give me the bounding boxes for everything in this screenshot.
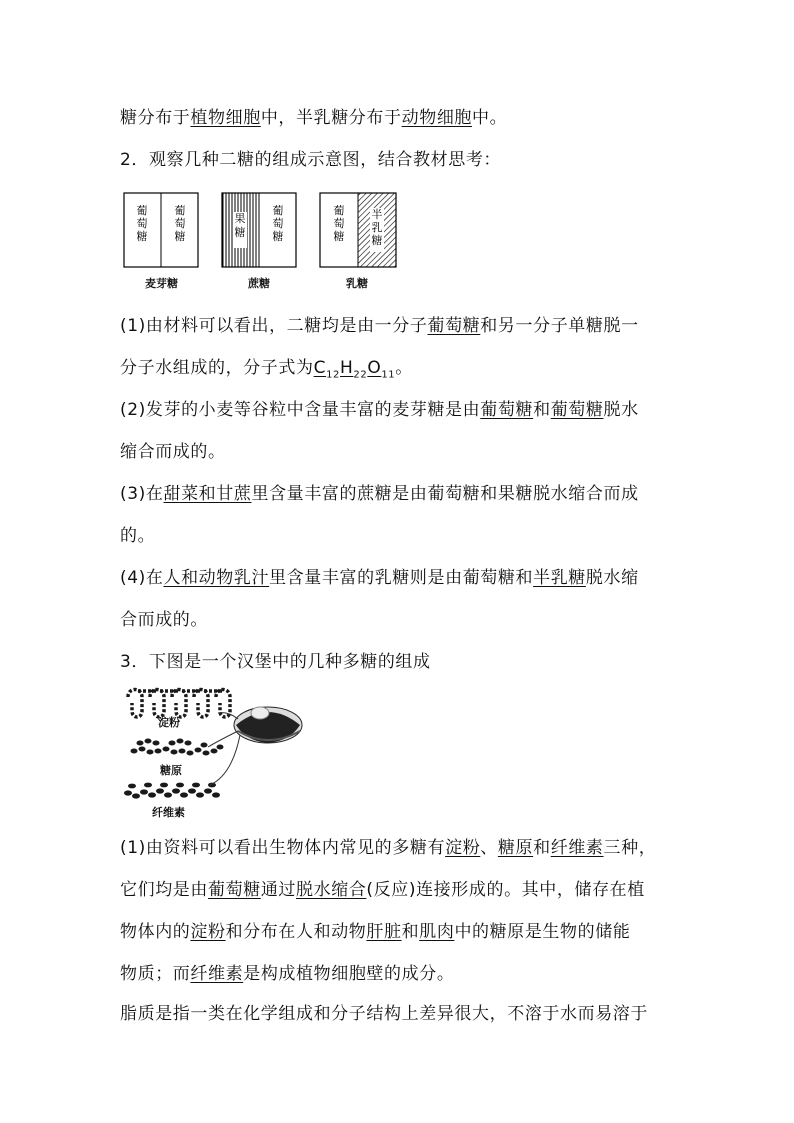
text: 脂质是指一类在化学组成和分子结构上差异很大，不溶于水而易溶于 — [120, 1004, 648, 1024]
answer-blank: 植物细胞 — [190, 108, 261, 128]
formula-h-count: 22 — [353, 369, 368, 381]
text: 和 — [533, 400, 551, 420]
text: 和 — [533, 838, 551, 858]
text: 和分布在人和动物 — [225, 922, 367, 942]
text: (2)发芽的小麦等谷粒中含量丰富的麦芽糖是由 — [120, 400, 481, 420]
text: 分子水组成的，分子式为 — [120, 358, 314, 378]
polysaccharide-diagram — [120, 685, 310, 820]
formula-h: H — [340, 358, 354, 378]
text-line-16 — [120, 1002, 648, 1026]
text: 是构成植物细胞壁的成分。 — [243, 964, 455, 984]
text: 合而成的。 — [120, 610, 208, 630]
sucrose-caption: 蔗糖 — [248, 277, 270, 290]
answer-blank: 葡萄糖 — [480, 400, 534, 420]
text: 三种， — [603, 838, 657, 858]
text: 、 — [480, 838, 498, 858]
text-line-11 — [120, 650, 431, 674]
lactose-box — [320, 193, 396, 267]
question-heading: 3．下图是一个汉堡中的几种多糖的组成 — [120, 652, 431, 672]
answer-blank: 糖原 — [497, 838, 534, 858]
text: 中的糖原是生物的储能 — [454, 922, 631, 942]
formula-c: C — [313, 358, 327, 378]
text: (反应)连接形成的。其中，储存在植 — [366, 880, 645, 900]
text: 里含量丰富的蔗糖是由葡萄糖和果糖脱水缩合而成 — [251, 484, 639, 504]
text-line-15 — [120, 962, 454, 986]
sucrose-left-label: 果糖 — [234, 212, 246, 239]
answer-blank: 淀粉 — [190, 922, 226, 942]
text-line-14 — [120, 920, 630, 944]
answer-blank: 动物细胞 — [401, 108, 473, 128]
answer-blank: 甜菜和甘蔗 — [163, 484, 252, 504]
text: 的。 — [120, 526, 156, 546]
formula-o-count: 11 — [381, 369, 396, 381]
text: 里含量丰富的乳糖则是由葡萄糖和 — [269, 568, 534, 588]
answer-blank: 葡萄糖 — [208, 880, 261, 900]
text: (1)由资料可以看出生物体内常见的多糖有 — [120, 838, 446, 858]
text-line-5 — [120, 398, 639, 422]
starch-label: 淀粉 — [158, 716, 180, 729]
maltose-left-label: 葡萄糖 — [136, 204, 148, 243]
text-line-8 — [120, 524, 155, 548]
text: 脱水 — [603, 400, 639, 420]
text-line-10 — [120, 608, 208, 632]
text: (3)在 — [120, 484, 164, 504]
text-line-6 — [120, 440, 226, 464]
text: 中。 — [472, 108, 508, 128]
text: 糖分布于 — [120, 108, 191, 128]
answer-blank: 葡萄糖 — [550, 400, 604, 420]
answer-blank: 肝脏 — [366, 922, 402, 942]
answer-blank: 纤维素 — [190, 964, 244, 984]
maltose-caption: 麦芽糖 — [145, 277, 178, 290]
molecular-formula — [313, 358, 396, 381]
formula-o: O — [367, 358, 382, 378]
maltose-right-label: 葡萄糖 — [174, 204, 186, 243]
text-line-13 — [120, 878, 645, 902]
cellulose-label: 纤维素 — [152, 806, 185, 819]
answer-blank: 人和动物乳汁 — [163, 568, 270, 588]
text: (1)由材料可以看出，二糖均是由一分子 — [120, 316, 428, 336]
text-line-3 — [120, 314, 639, 338]
answer-blank: 淀粉 — [445, 838, 481, 858]
sucrose-right-label: 葡萄糖 — [272, 204, 284, 243]
answer-blank: 半乳糖 — [533, 568, 586, 588]
text: 物质；而 — [120, 964, 191, 984]
answer-blank: 肌肉 — [419, 922, 455, 942]
text-line-9 — [120, 566, 639, 590]
text: 它们均是由 — [120, 880, 208, 900]
text: 。 — [395, 358, 413, 378]
sucrose-box — [222, 193, 296, 267]
text: 中，半乳糖分布于 — [260, 108, 402, 128]
lactose-right-label: 半乳糖 — [371, 208, 383, 247]
cellulose-chain-icon — [124, 783, 220, 799]
glycogen-label: 糖原 — [160, 764, 182, 777]
answer-blank: 纤维素 — [550, 838, 604, 858]
text: 通过 — [260, 880, 297, 900]
lactose-caption: 乳糖 — [346, 277, 368, 290]
question-heading: 2．观察几种二糖的组成示意图，结合教材思考： — [120, 150, 502, 170]
text: 缩合而成的。 — [120, 442, 226, 462]
text: 和 — [401, 922, 420, 942]
answer-blank: 脱水缩合 — [296, 880, 367, 900]
text-line-4 — [120, 356, 413, 387]
answer-blank: 葡萄糖 — [427, 316, 481, 336]
text-line-1 — [120, 106, 507, 130]
text: 物体内的 — [120, 922, 191, 942]
glycogen-chain-icon — [131, 739, 224, 756]
lactose-left-label: 葡萄糖 — [333, 204, 345, 243]
text-line-12 — [120, 836, 656, 860]
starch-chain-icon — [128, 690, 230, 718]
text-line-2 — [120, 148, 501, 172]
hamburger-icon — [234, 707, 302, 743]
maltose-box — [124, 193, 198, 267]
text: (4)在 — [120, 568, 164, 588]
formula-c-count: 12 — [326, 369, 341, 381]
text: 和另一分子单糖脱一 — [480, 316, 639, 336]
text: 脱水缩 — [585, 568, 639, 588]
text-line-7 — [120, 482, 639, 506]
